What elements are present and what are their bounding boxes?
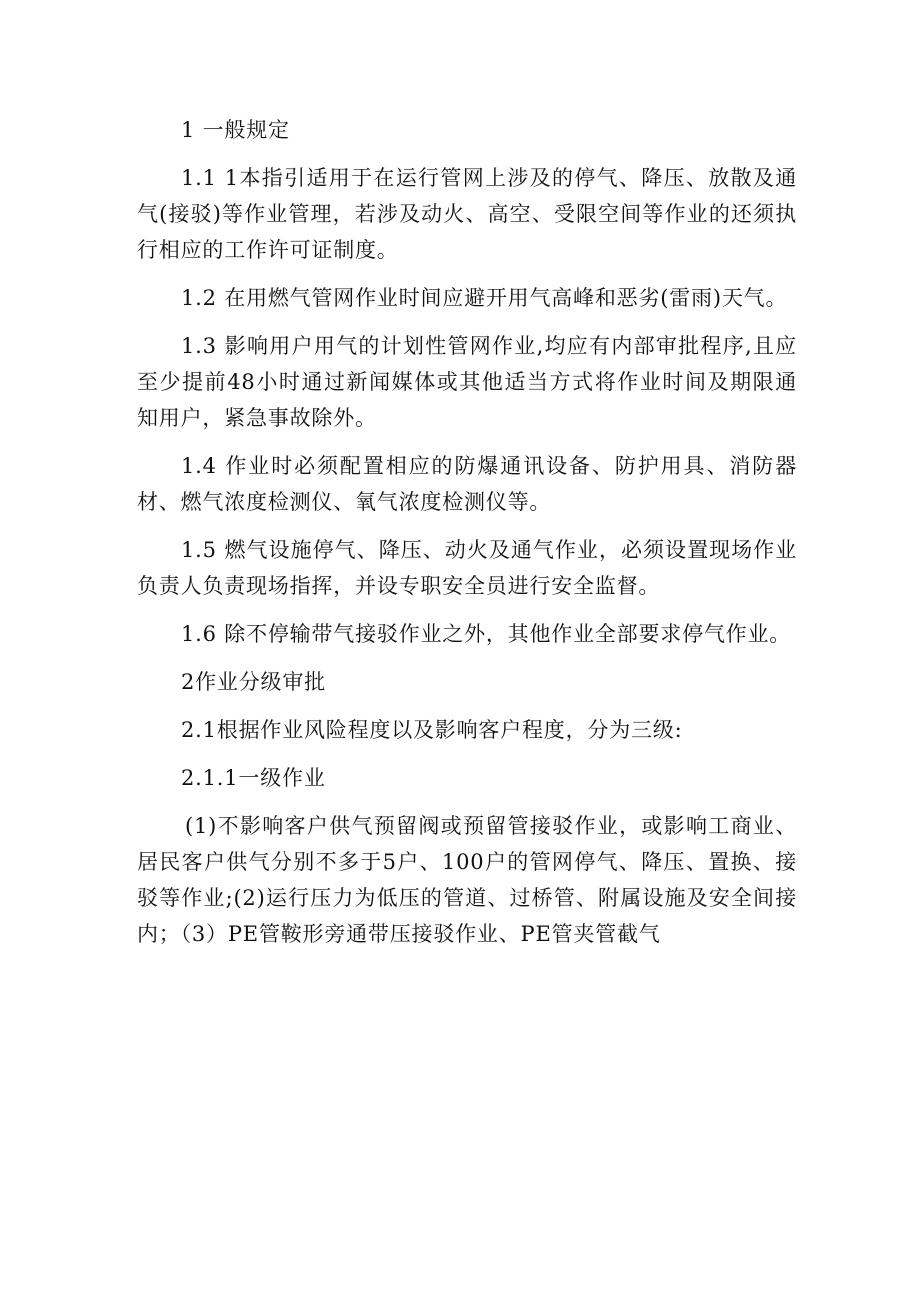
section-heading-grading: 2作业分级审批 [181,670,326,694]
subsection-heading-level-1: 2.1.1一级作业 [181,766,326,790]
paragraph-level-1-items: (1)不影响客户供气预留阀或预留管接驳作业，或影响工商业、居民客户供气分别不多于5户、100户的管网停气、降压、置换、接驳等作业;(2)运行压力为低压的管道、过桥管、附属设施及安全间接内；（3）PE管鞍形旁通带压接驳作业、PE管夹管截气 [137,814,797,946]
document-body [137,112,797,964]
paragraph-1-4: 1.4 作业时必须配置相应的防爆通讯设备、防护用具、消防器材、燃气浓度检测仪、氧气浓度检测仪等。 [137,454,797,514]
paragraph-1-3: 1.3 影响用户用气的计划性管网作业,均应有内部审批程序,且应至少提前48小时通过新闻媒体或其他适当方式将作业时间及期限通知用户，紧急事故除外。 [137,334,797,430]
paragraph-2-1: 2.1根据作业风险程度以及影响客户程度，分为三级: [181,718,683,742]
paragraph-1-6: 1.6 除不停输带气接驳作业之外，其他作业全部要求停气作业。 [181,622,792,646]
paragraph-1-1: 1.1 1本指引适用于在运行管网上涉及的停气、降压、放散及通气(接驳)等作业管理，若涉及动火、高空、受限空间等作业的还须执行相应的工作许可证制度。 [137,166,797,262]
paragraph-1-2: 1.2 在用燃气管网作业时间应避开用气高峰和恶劣(雷雨)天气。 [181,286,788,310]
section-heading-general: 1 一般规定 [181,118,290,142]
paragraph-1-5: 1.5 燃气设施停气、降压、动火及通气作业，必须设置现场作业负责人负责现场指挥，并设专职安全员进行安全监督。 [137,538,797,598]
